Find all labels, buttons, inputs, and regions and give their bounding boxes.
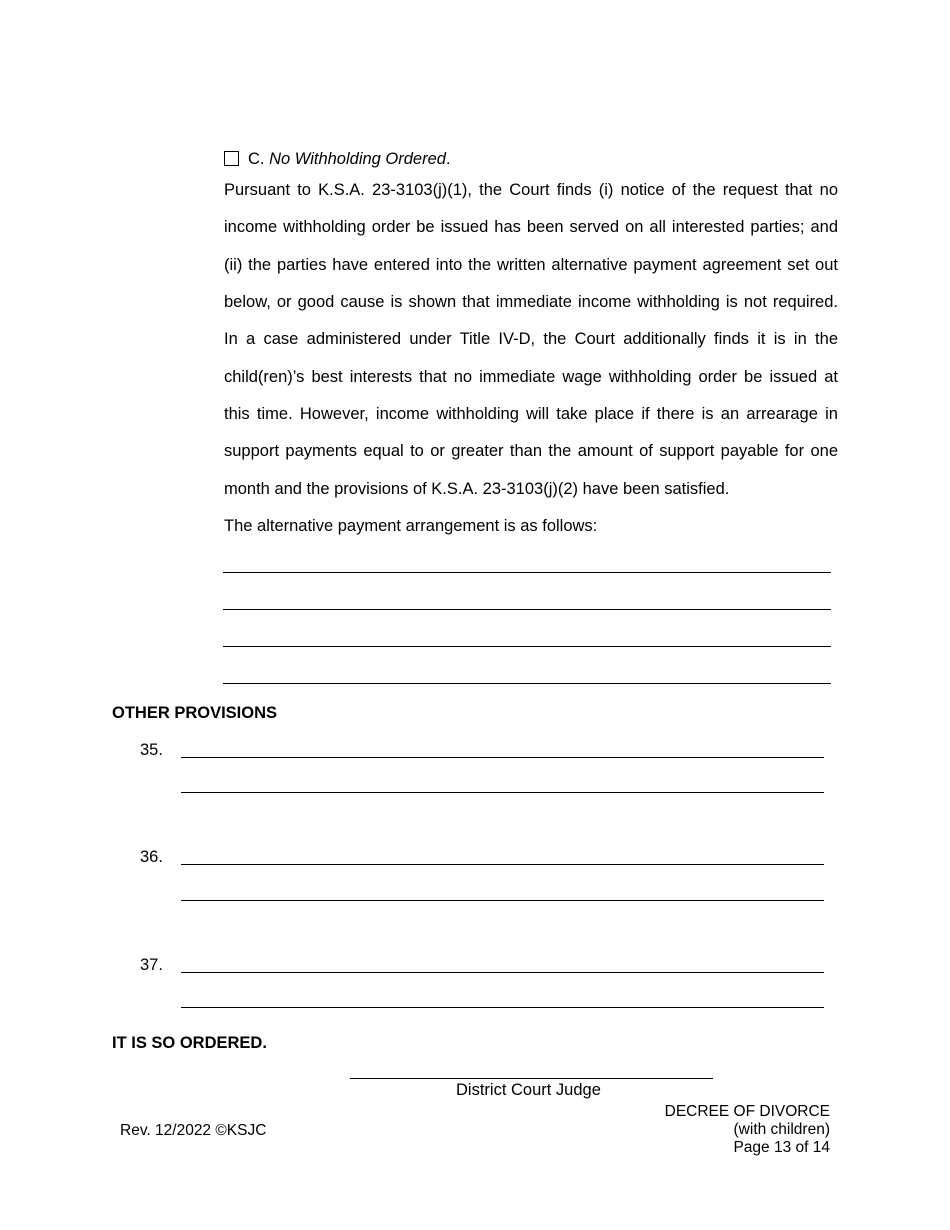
- paragraph-line: child(ren)’s best interests that no immediate wage withholding order be issued at: [224, 368, 838, 386]
- provision-number: 36.: [140, 848, 163, 866]
- arrangement-blank-line[interactable]: [223, 609, 831, 610]
- other-provisions-heading: OTHER PROVISIONS: [112, 704, 278, 722]
- arrangement-blank-line[interactable]: [223, 683, 831, 684]
- arrangement-blank-line[interactable]: [223, 572, 831, 573]
- paragraph-line: (ii) the parties have entered into the written alternative payment agreement set out: [224, 256, 838, 274]
- paragraph-line: support payments equal to or greater than the amount of support payable for one: [224, 442, 838, 460]
- provision-blank-line[interactable]: [181, 864, 824, 865]
- paragraph-line: In a case administered under Title IV-D, the Court additionally finds it is in the: [224, 330, 838, 348]
- provision-blank-line[interactable]: [181, 972, 824, 973]
- footer-page-number: Page 13 of 14: [733, 1139, 830, 1156]
- footer-doc-subtitle: (with children): [733, 1121, 830, 1138]
- provision-number: 35.: [140, 741, 163, 759]
- provision-blank-line[interactable]: [181, 757, 824, 758]
- paragraph-line: income withholding order be issued has been served on all interested parties; and: [224, 218, 838, 236]
- so-ordered-heading: IT IS SO ORDERED.: [112, 1034, 267, 1052]
- revision-footer: Rev. 12/2022 ©KSJC: [120, 1122, 267, 1139]
- paragraph-line: month and the provisions of K.S.A. 23-3103(j)(2) have been satisfied.: [224, 480, 730, 498]
- section-c-heading: C. No Withholding Ordered.: [248, 150, 451, 168]
- paragraph-line: Pursuant to K.S.A. 23-3103(j)(1), the Court finds (i) notice of the request that no: [224, 181, 838, 199]
- provision-blank-line[interactable]: [181, 900, 824, 901]
- no-withholding-checkbox[interactable]: [224, 151, 239, 166]
- judge-signature-line[interactable]: [350, 1078, 713, 1079]
- footer-doc-title: DECREE OF DIVORCE: [664, 1103, 830, 1120]
- paragraph-line: below, or good cause is shown that immediate income withholding is not required.: [224, 293, 838, 311]
- judge-signature-label: District Court Judge: [456, 1081, 601, 1099]
- document-footer: [665, 1103, 830, 1157]
- provision-blank-line[interactable]: [181, 1007, 824, 1008]
- provision-blank-line[interactable]: [181, 792, 824, 793]
- arrangement-blank-line[interactable]: [223, 646, 831, 647]
- paragraph-line: this time. However, income withholding will take place if there is an arrearage in: [224, 405, 838, 423]
- provision-number: 37.: [140, 956, 163, 974]
- section-c-title: No Withholding Ordered: [269, 150, 446, 168]
- arrangement-label: The alternative payment arrangement is as follows:: [224, 517, 598, 535]
